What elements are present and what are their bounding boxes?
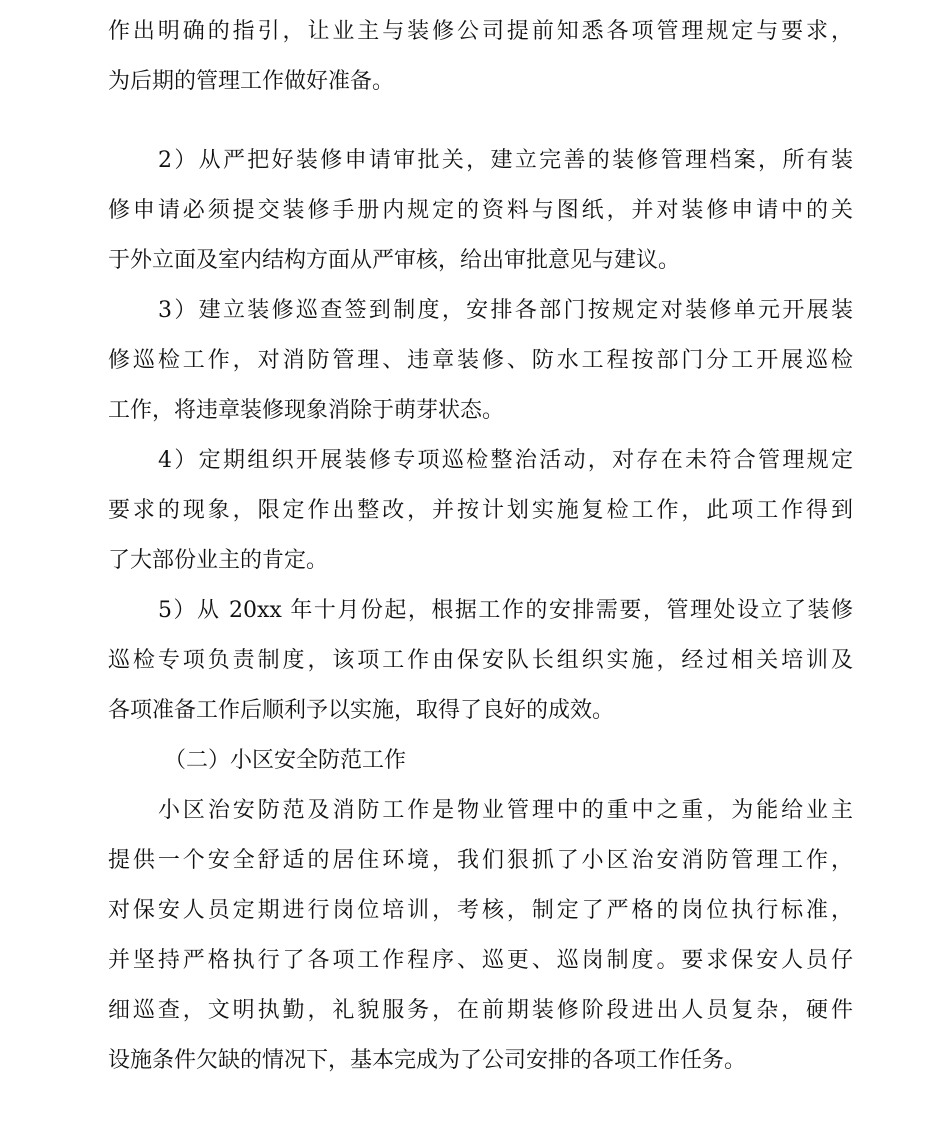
list-item-line: 了大部份业主的肯定。 <box>108 548 329 573</box>
list-item-line: 3）建立装修巡查签到制度，安排各部门按规定对装修单元开展装 <box>158 298 853 323</box>
list-item-line: 各项准备工作后顺利予以实施，取得了良好的成效。 <box>108 698 615 723</box>
body-line: 小区治安防范及消防工作是物业管理中的重中之重，为能给业主 <box>158 798 853 823</box>
list-item-line: 5）从 20xx 年十月份起，根据工作的安排需要，管理处设立了装修 <box>158 598 853 623</box>
body-line: 并坚持严格执行了各项工作程序、巡更、巡岗制度。要求保安人员仔 <box>108 948 853 973</box>
paragraph-line: 作出明确的指引，让业主与装修公司提前知悉各项管理规定与要求， <box>108 19 853 44</box>
body-line: 细巡查，文明执勤，礼貌服务，在前期装修阶段进出人员复杂，硬件 <box>108 998 853 1023</box>
body-line: 对保安人员定期进行岗位培训，考核，制定了严格的岗位执行标准， <box>108 898 853 923</box>
body-line: 提供一个安全舒适的居住环境，我们狠抓了小区治安消防管理工作， <box>108 848 853 873</box>
list-item-line: 要求的现象，限定作出整改，并按计划实施复检工作，此项工作得到 <box>108 498 853 523</box>
section-heading: （二）小区安全防范工作 <box>164 748 407 773</box>
paragraph-line: 为后期的管理工作做好准备。 <box>108 69 395 94</box>
list-item-line: 工作，将违章装修现象消除于萌芽状态。 <box>108 398 505 423</box>
paragraph-gap <box>108 107 853 136</box>
list-item-line: 巡检专项负责制度，该项工作由保安队长组织实施，经过相关培训及 <box>108 648 853 673</box>
list-item-line: 4）定期组织开展装修专项巡检整治活动，对存在未符合管理规定 <box>158 448 853 473</box>
list-item-line: 于外立面及室内结构方面从严审核，给出审批意见与建议。 <box>108 248 681 273</box>
list-item-line: 修申请必须提交装修手册内规定的资料与图纸，并对装修申请中的关 <box>108 198 853 223</box>
list-item-line: 修巡检工作，对消防管理、违章装修、防水工程按部门分工开展巡检 <box>108 348 853 373</box>
list-item-line: 2）从严把好装修申请审批关，建立完善的装修管理档案，所有装 <box>158 148 853 173</box>
body-line: 设施条件欠缺的情况下，基本完成为了公司安排的各项工作任务。 <box>108 1048 747 1073</box>
document-page <box>108 0 853 1086</box>
